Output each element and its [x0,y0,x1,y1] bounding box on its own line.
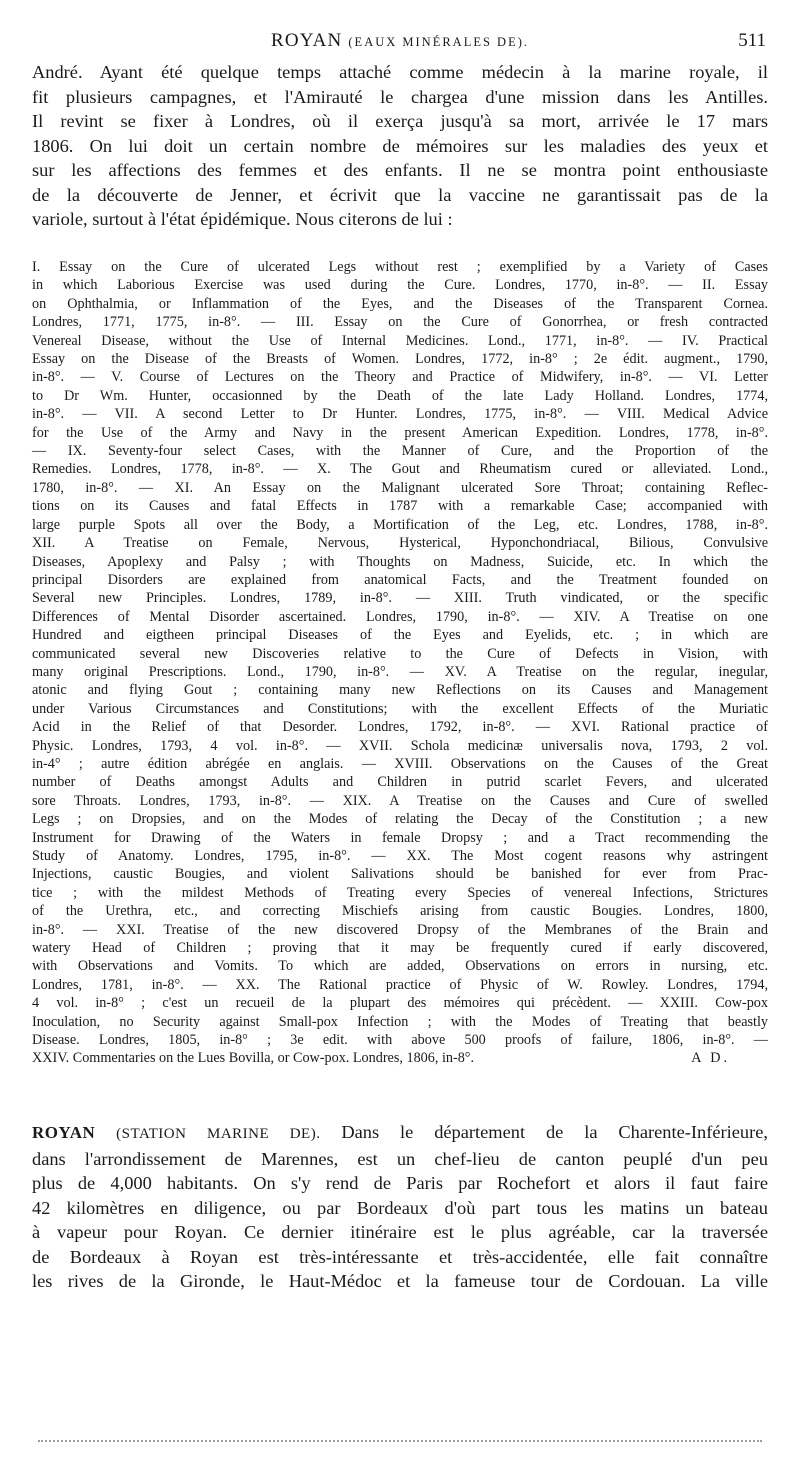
bibliography-line: of the Urethra, etc., and correcting Mischiefs arising from caustic Bougies. Londres, 1800, [32,903,768,920]
bibliography-line: Disease. Londres, 1805, in-8° ; 3e edit. with above 500 proofs of failure, 1806, in-8°. — [32,1032,768,1049]
bibliography-line: for the Use of the Army and Navy in the present American Expedition. Londres, 1778, in-8°. [32,424,768,441]
bibliography-line: number of Deaths amongst Adults and Children in putrid scarlet Fevers, and ulcerated [32,774,768,791]
bibliography-line: 1780, in-8°. — XI. An Essay on the Malignant ulcerated Sore Throat; containing Reflec- [32,479,768,496]
text-line: de la découverte de Jenner, et écrivit que la vaccine ne garantissait pas de la [32,184,768,205]
author-signature: A D. [691,1050,730,1067]
bibliography-line: atonic and flying Gout ; containing many new Reflections on its Causes and Management [32,682,768,699]
bibliography-line: tice ; with the mildest Methods of Treating every Species of venereal Infections, Strictures [32,884,768,901]
bibliography-line: in-8°. — V. Course of Lectures on the Theory and Practice of Midwifery, in-8°. — VI. Letter [32,369,768,386]
bibliography-line: with Observations and Vomits. To which are added, Observations on errors in nursing, etc. [32,958,768,975]
text-line: variole, surtout à l'état épidémique. Nous citerons de lui : [32,209,453,229]
faded-next-line [38,1440,762,1450]
bibliography-line: under Various Circumstances and Constitutions; with the excellent Effects of the Muriatic [32,700,768,717]
bibliography-line: XII. A Treatise on Female, Nervous, Hysterical, Hyponchondriacal, Bilious, Convulsive [32,535,768,552]
bibliography-line: Venereal Disease, without the Use of Internal Medicines. Lond., 1771, in-8°. — IV. Practical [32,332,768,349]
bibliography-line: communicated several new Discoveries relative to the Cure of Defects in Vision, with [32,645,768,662]
running-title-main: ROYAN [270,30,343,51]
bibliography-line: in-4° ; autre édition abrégée en anglais. — XVIII. Observations on the Causes of the Great [32,755,768,772]
bibliography-line: Legs ; on Dropsies, and on the Modes of relating the Decay of the Constitution ; a new [32,811,768,828]
bibliography-line-final [32,1049,768,1067]
bibliography-line: Diseases, Apoplexy and Palsy ; with Thoughts on Madness, Suicide, etc. In which the [32,553,768,570]
bibliography-line: on Ophthalmia, or Inflammation of the Eyes, and the Diseases of the Transparent Cornea. [32,295,768,312]
text-line: Dans le département de la Charente-Inférieure, [341,1122,768,1142]
bibliography-line: Instrument for Drawing of the Waters in female Dropsy ; and a Tract recommending the [32,829,768,846]
bibliography-line: tions on its Causes and fatal Effects in 1787 with a remarkable Case; accompanied with [32,498,768,515]
bibliography-line: Injections, caustic Bougies, and violent Salivations should be banished for ever from Prac- [32,866,768,883]
page-number: 511 [738,30,766,51]
bibliography-line: in which Laborious Exercise was used during the Cure. Londres, 1770, in-8°. — II. Essay [32,277,768,294]
text-line: 1806. On lui doit un certain nombre de mémoires sur les maladies des yeux et [32,135,768,156]
text-line: dans l'arrondissement de Marennes, est un chef-lieu de canton peuplé d'un peu [32,1148,768,1169]
running-title [34,30,766,52]
bibliography-line: Physic. Londres, 1793, 4 vol. in-8°. — XVII. Schola medicinæ universalis nova, 1793, 2 vol. [32,737,768,754]
text-line: plus de 4,000 habitants. On s'y rend de Paris par Rochefort et alors il faut faire [32,1173,768,1193]
text-line: Il revint se fixer à Londres, où il exerça jusqu'à sa mort, arrivée le 17 mars [32,111,768,131]
bibliography-line: I. Essay on the Cure of ulcerated Legs without rest ; exemplified by a Variety of Cases [32,259,768,275]
bibliography-list [32,258,768,1068]
royan-entry-first-line [32,1120,768,1147]
bibliography-line: Inoculation, no Security against Small-pox Infection ; with the Modes of Treating that beastly [32,1013,768,1030]
entry-headword-sub: (STATION MARINE DE). [116,1126,321,1142]
page-header [34,30,766,58]
text-line: fit plusieurs campagnes, et l'Amirauté le chargea d'une mission dans les Antilles. [32,86,768,107]
running-title-sub: (EAUX MINÉRALES DE). [348,35,529,49]
bibliography-line: Differences of Mental Disorder ascertained. Londres, 1790, in-8°. — XIV. A Treatise on one [32,608,768,625]
bibliography-line: in-8°. — XXI. Treatise of the new discovered Dropsy of the Membranes of the Brain and [32,921,768,938]
bibliography-line: principal Disorders are explained from anatomical Facts, and the Treatment founded on [32,571,768,588]
intro-paragraph [32,60,768,232]
bibliography-line: — IX. Seventy-four select Cases, with the Manner of Cure, and the Proportion of the [32,443,768,460]
bibliography-line: Londres, 1781, in-8°. — XX. The Rational practice of Physic of W. Rowley. Londres, 1794, [32,976,768,993]
bibliography-line: Several new Principles. Londres, 1789, in-8°. — XIII. Truth vindicated, or the specific [32,590,768,607]
bibliography-line: to Dr Wm. Hunter, occasionned by the Death of the late Lady Holland. Londres, 1774, [32,387,768,404]
bibliography-line: Essay on the Disease of the Breasts of Women. Londres, 1772, in-8° ; 2e édit. augment., 1790, [32,351,768,368]
text-line: André. Ayant été quelque temps attaché comme médecin à la marine royale, il [32,62,768,82]
bibliography-line: Study of Anatomy. Londres, 1795, in-8°. — XX. The Most cogent reasons why astringent [32,848,768,864]
bibliography-line: sore Throats. Londres, 1793, in-8°. — XIX. A Treatise on the Causes and Cure of swelled [32,792,768,809]
bibliography-line: large purple Spots all over the Body, a Mortification of the Leg, etc. Londres, 1788, in-8°. [32,516,768,533]
text-line: 42 kilomètres en diligence, ou par Bordeaux d'où part tous les matins un bateau [32,1197,768,1218]
bibliography-line: XXIV. Commentaries on the Lues Bovilla, or Cow-pox. Londres, 1806, in-8°. [32,1050,475,1067]
bibliography-line: many original Prescriptions. Lond., 1790, in-8°. — XV. A Treatise on the regular, inegular, [32,663,768,680]
bibliography-line: Londres, 1771, 1775, in-8°. — III. Essay on the Cure of Gonorrhea, or fresh contracted [32,314,768,331]
bibliography-line: watery Head of Children ; proving that it may be frequently cured if early discovered, [32,940,768,957]
text-line: sur les affections des femmes et des enfants. Il ne se montra point enthousiaste [32,160,768,180]
bibliography-line: 4 vol. in-8° ; c'est un recueil de la plupart des mémoires qui précèdent. — XXIII. Cow-pox [32,995,768,1012]
bibliography-line: Remedies. Londres, 1778, in-8°. — X. The Gout and Rheumatism cured or alleviated. Lond., [32,461,768,478]
text-line: les rives de la Gironde, le Haut-Médoc et la fameuse tour de Cordouan. La ville [32,1271,768,1291]
bibliography-line: in-8°. — VII. A second Letter to Dr Hunter. Londres, 1775, in-8°. — VIII. Medical Advice [32,406,768,423]
bibliography-line: Acid in the Relief of that Desorder. Londres, 1792, in-8°. — XVI. Rational practice of [32,719,768,736]
text-line: de Bordeaux à Royan est très-intéressante et très-accidentée, elle fait connaître [32,1246,768,1267]
royan-entry [32,1120,768,1294]
bibliography-line: Hundred and eigtheen principal Diseases of the Eyes and Eyelids, etc. ; in which are [32,627,768,644]
entry-headword: ROYAN [32,1123,96,1142]
text-line: à vapeur pour Royan. Ce dernier itinéraire est le plus agréable, car la traversée [32,1222,768,1242]
